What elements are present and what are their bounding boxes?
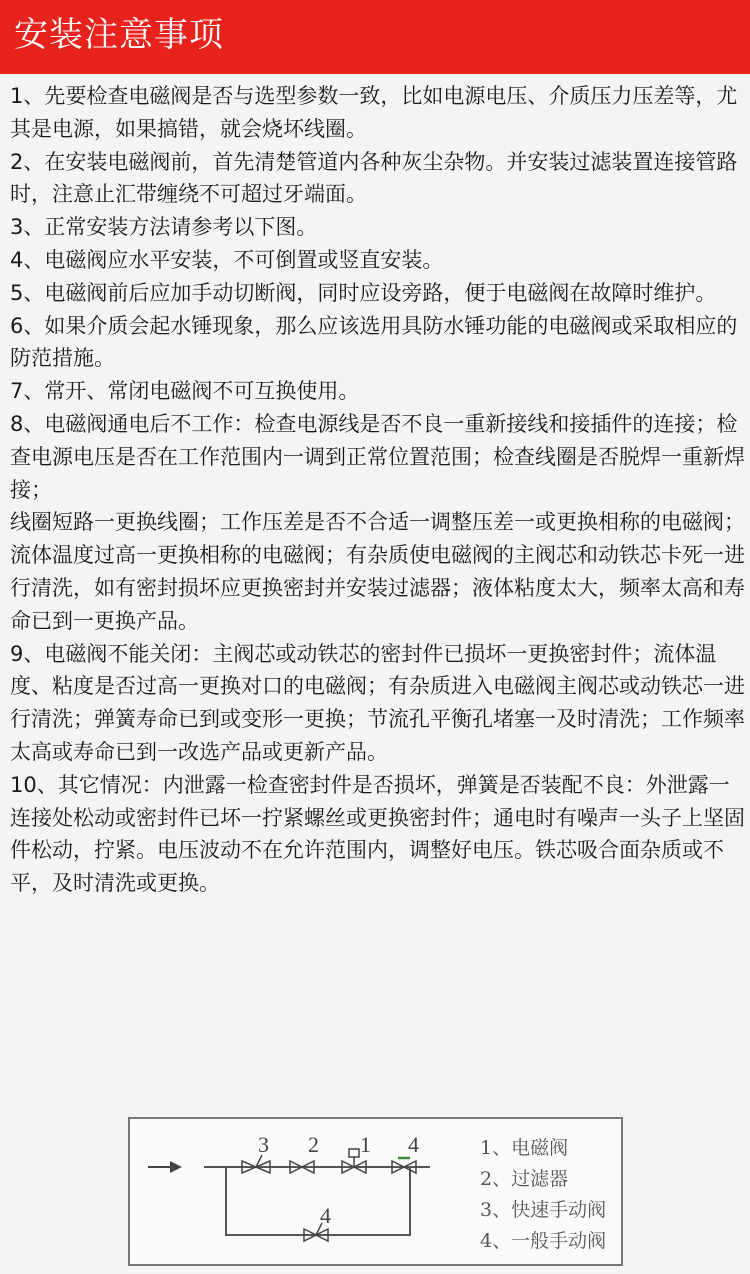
instruction-2: 2、在安装电磁阀前，首先清楚管道内各种灰尘杂物。并安装过滤装置连接管路时，注意止汇带缠绕不可超过牙端面。: [10, 149, 738, 207]
diagram-legend: [480, 1133, 606, 1257]
legend-item-general-manual-valve: 4、一般手动阀: [480, 1230, 607, 1252]
valve-label-4: 4: [408, 1132, 419, 1157]
header-banner: [0, 0, 750, 74]
legend-item-quick-manual-valve: 3、快速手动阀: [480, 1199, 607, 1221]
valve-label-3: 3: [258, 1132, 269, 1157]
page-title: 安装注意事项: [14, 15, 224, 55]
flow-arrow-icon: [148, 1161, 182, 1173]
instruction-9: 9、电磁阀不能关闭：主阀芯或动铁芯的密封件已损坏一更换密封件；流体温度、粘度是否过高一更换对口的电磁阀；有杂质进入电磁阀主阀芯或动铁芯一进行清洗；弹簧寿命已到或变形一更换；节流孔平衡孔堵塞一及时清洗；工作频率太高或寿命已到一改选产品或更新产品。: [10, 641, 745, 764]
legend-item-solenoid-valve: 1、电磁阀: [480, 1137, 569, 1159]
legend-item-filter: 2、过滤器: [480, 1168, 569, 1190]
instruction-7: 7、常开、常闭电磁阀不可互换使用。: [10, 379, 360, 404]
bypass-valve-label: 4: [320, 1203, 331, 1228]
instructions-text: [10, 80, 745, 900]
valve-label-2: 2: [308, 1132, 319, 1157]
instruction-4: 4、电磁阀应水平安装，不可倒置或竖直安装。: [10, 247, 444, 272]
instruction-1: 1、先要检查电磁阀是否与选型参数一致，比如电源电压、介质压力压差等，尤其是电源，如果搞错，就会烧坏线圈。: [10, 84, 738, 141]
valve-label-1: 1: [360, 1132, 371, 1157]
installation-diagram: [128, 1117, 623, 1266]
general-manual-valve-icon: [392, 1158, 416, 1173]
bypass-pipe: [226, 1167, 410, 1235]
instruction-10: 10、其它情况：内泄露一检查密封件是否损坏，弹簧是否装配不良：外泄露一连接处松动或密封件已坏一拧紧螺丝或更换密封件；通电时有噪声一头子上坚固件松动，拧紧。电压波动不在允许范围内，调整好电压。铁芯吸合面杂质或不平，及时清洗或更换。: [10, 772, 745, 896]
instruction-8: 8、电磁阀通电后不工作：检查电源线是否不良一重新接线和接插件的连接；检查电源电压是否在工作范围内一调到正常位置范围；检查线圈是否脱焊一重新焊接；: [10, 411, 745, 502]
instruction-5: 5、电磁阀前后应加手动切断阀，同时应设旁路，便于电磁阀在故障时维护。: [10, 280, 717, 305]
instruction-8-continued: 线圈短路一更换线圈；工作压差是否不合适一调整压差一或更换相称的电磁阀；流体温度过高一更换相称的电磁阀；有杂质使电磁阀的主阀芯和动铁芯卡死一进行清洗，如有密封损坏应更换密封并安装过滤器；液体粘度太大，频率太高和寿命已到一更换产品。: [10, 510, 745, 633]
quick-manual-valve-icon: [242, 1155, 270, 1173]
instruction-6: 6、如果介质会起水锤现象，那么应该选用具防水锤功能的电磁阀或采取相应的防范措施。: [10, 313, 738, 371]
instruction-3: 3、正常安装方法请参考以下图。: [10, 215, 318, 240]
